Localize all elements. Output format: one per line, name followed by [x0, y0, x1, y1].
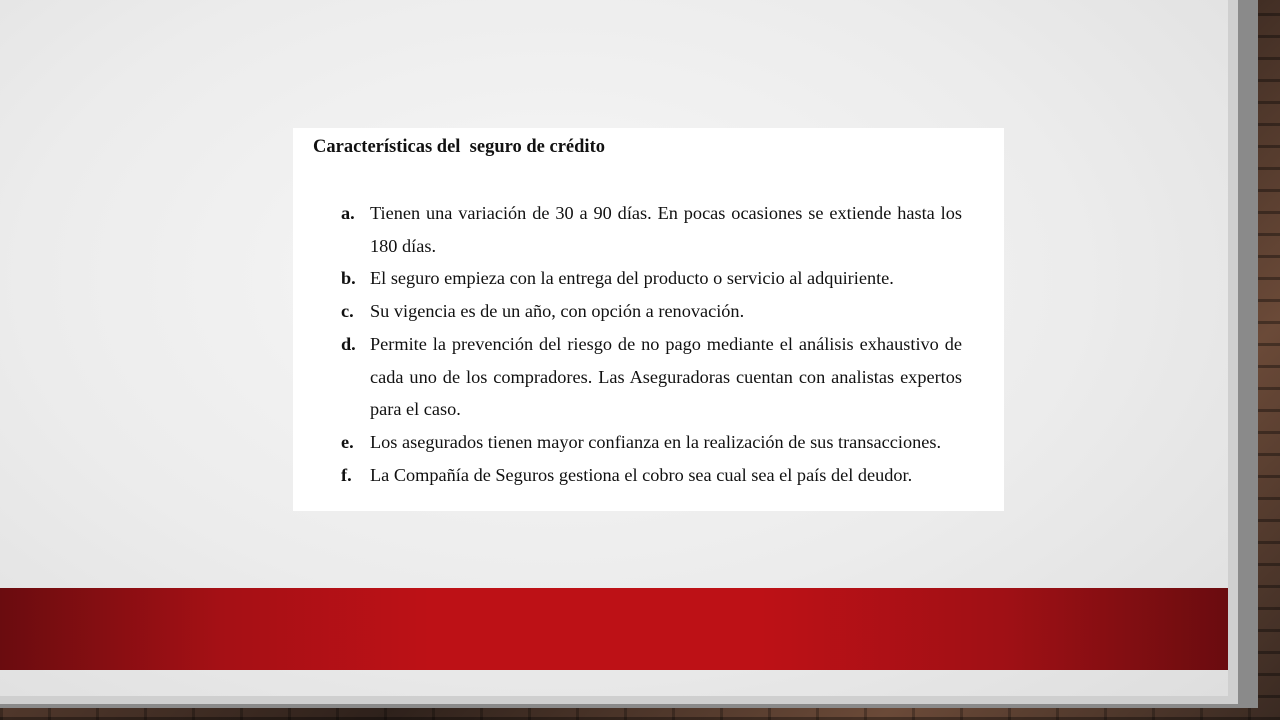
- red-footer-band: [0, 588, 1228, 670]
- characteristics-list: [341, 197, 962, 491]
- list-letter: e.: [341, 431, 354, 452]
- card-title: Características del seguro de crédito: [313, 137, 605, 157]
- list-item-a: [341, 197, 962, 262]
- content-card: [293, 128, 1004, 511]
- list-text: Su vigencia es de un año, con opción a renovación.: [370, 301, 745, 322]
- list-item-f: [341, 459, 962, 492]
- list-letter: b.: [341, 268, 356, 289]
- list-text: Los asegurados tienen mayor confianza en la realización de sus transacciones.: [370, 431, 942, 452]
- list-item-c: [341, 295, 962, 328]
- list-text: Tienen una variación de 30 a 90 días. En pocas ocasiones se extiende hasta los 180 días.: [370, 203, 962, 256]
- list-text: La Compañía de Seguros gestiona el cobro sea cual sea el país del deudor.: [370, 464, 913, 485]
- list-item-d: [341, 328, 962, 426]
- list-letter: d.: [341, 333, 356, 354]
- list-item-e: [341, 426, 962, 459]
- list-text: El seguro empieza con la entrega del producto o servicio al adquiriente.: [370, 268, 894, 289]
- list-letter: f.: [341, 464, 352, 485]
- list-letter: a.: [341, 203, 355, 223]
- list-item-b: [341, 262, 962, 295]
- list-letter: c.: [341, 301, 354, 322]
- list-text: Permite la prevención del riesgo de no pago mediante el análisis exhaustivo de cada uno de los compradores. Las Aseguradoras cuentan con analistas expertos para el caso.: [370, 333, 962, 420]
